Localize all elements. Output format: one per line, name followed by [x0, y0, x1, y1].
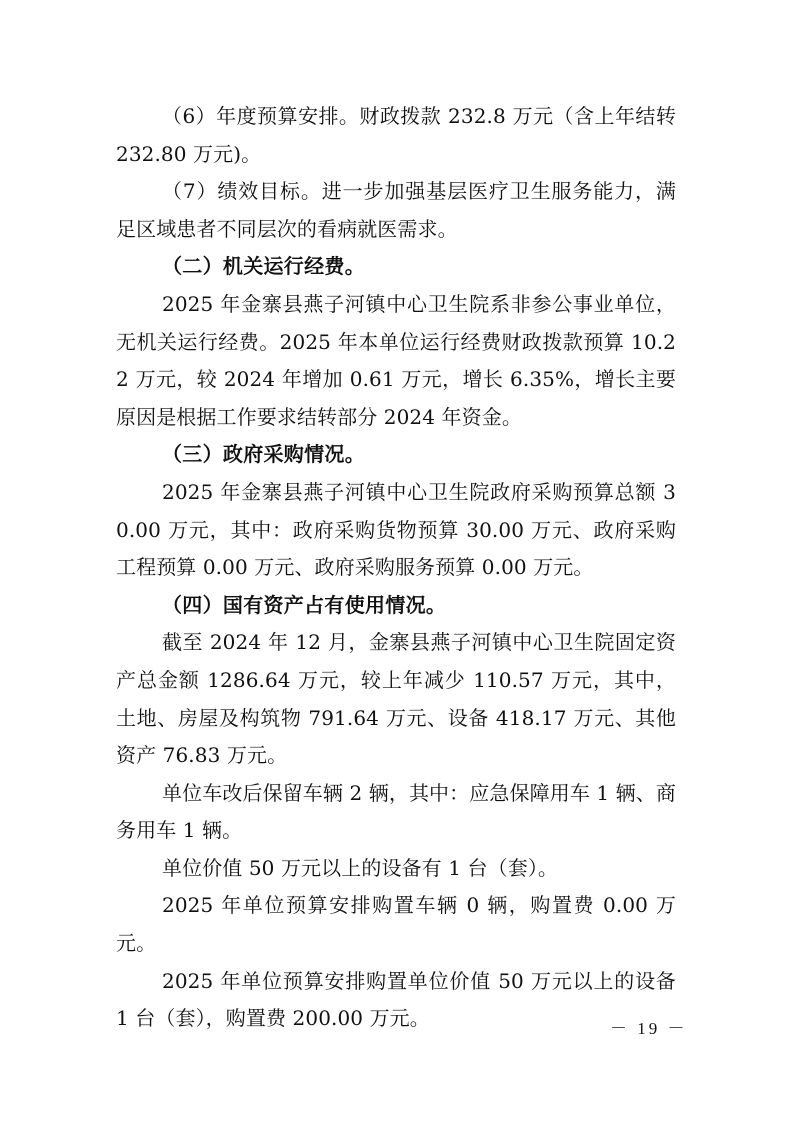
- paragraph-agency-operating-funds: 2025 年金寨县燕子河镇中心卫生院系非参公事业单位，无机关运行经费。2025 年本单位运行经费财政拨款预算 10.22 万元，较 2024 年增加 0.61 万元，增长 6.35%，增长主要原因是根据工作要求结转部分 2024 年资金。: [116, 291, 676, 429]
- page-body: [116, 98, 676, 1038]
- paragraph-budget-arrangement: （6）年度预算安排。财政拨款 232.8 万元（含上年结转 232.80 万元)。: [116, 104, 676, 166]
- page-number: － 19 －: [610, 1019, 688, 1038]
- paragraph-equipment-purchase: 2025 年单位预算安排购置单位价值 50 万元以上的设备 1 台（套），购置费 200.00 万元。: [116, 968, 676, 1031]
- section-heading-state-assets: （四）国有资产占有使用情况。: [162, 592, 447, 617]
- section-heading-agency-operating-funds: （二）机关运行经费。: [162, 254, 365, 279]
- paragraph-government-procurement: 2025 年金寨县燕子河镇中心卫生院政府采购预算总额 30.00 万元，其中：政府采购货物预算 30.00 万元、政府采购工程预算 0.00 万元、政府采购服务预算 0.00 万元。: [116, 479, 676, 580]
- section-heading-government-procurement: （三）政府采购情况。: [162, 442, 365, 467]
- paragraph-performance-goal: （7）绩效目标。进一步加强基层医疗卫生服务能力，满足区域患者不同层次的看病就医需求。: [116, 179, 676, 241]
- paragraph-vehicles: 单位车改后保留车辆 2 辆，其中：应急保障用车 1 辆、商务用车 1 辆。: [116, 780, 676, 843]
- paragraph-vehicle-purchase: 2025 年单位预算安排购置车辆 0 辆，购置费 0.00 万元。: [116, 893, 676, 956]
- paragraph-state-assets: 截至 2024 年 12 月，金寨县燕子河镇中心卫生院固定资产总金额 1286.64 万元，较上年减少 110.57 万元，其中，土地、房屋及构筑物 791.64 万元、设备 418.17 万元、其他资产 76.83 万元。: [116, 630, 676, 768]
- paragraph-equipment-over-50: 单位价值 50 万元以上的设备有 1 台（套）。: [162, 855, 559, 880]
